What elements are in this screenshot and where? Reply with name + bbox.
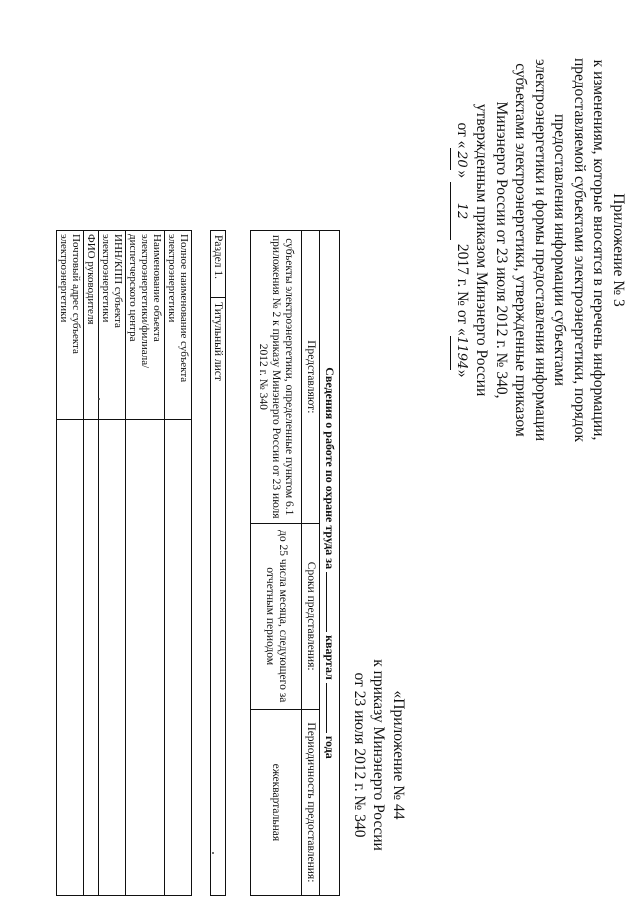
scan-speck xyxy=(212,852,214,854)
table-row-value[interactable] xyxy=(99,420,126,896)
frequency-value: ежеквартальная xyxy=(251,709,302,895)
submitters-value: субъекты электроэнергетики, определенные пунктом 6.1 приложения № 2 к приказу Минэнерго России от 23 июля 2012 г. № 340 xyxy=(251,231,302,524)
table-row-label: ИНН/КПП субъекта электроэнергетики xyxy=(99,231,126,420)
appendix-header xyxy=(451,15,629,485)
table-row-label: ФИО руководителя xyxy=(84,231,99,420)
section-name: Титульный лист xyxy=(211,298,226,896)
section-table xyxy=(210,230,226,896)
col-header-deadline: Сроки представления: xyxy=(302,523,320,709)
order-date-line: от «20» 12 2017 г. № от «1194» xyxy=(451,15,473,485)
date-month: 12 xyxy=(451,182,472,240)
header-line: субъектами электроэнергетики, утвержденные приказом xyxy=(512,63,530,437)
deadline-value: до 25 числа месяца, следующего за отчетным периодом xyxy=(251,523,302,709)
header-line: к изменениям, которые вносятся в перечень информации, xyxy=(590,59,608,441)
annex-line: к приказу Минэнерго России xyxy=(370,659,388,851)
table-row-value[interactable] xyxy=(84,420,99,896)
table-row-value[interactable] xyxy=(126,420,165,896)
header-line: утвержденным приказом Минэнерго России xyxy=(473,103,491,397)
scan-speck xyxy=(98,398,100,400)
annex-block xyxy=(350,640,409,870)
quarter-blank xyxy=(326,572,327,632)
title-sheet-table xyxy=(56,230,192,896)
table-row-label: Наименование объекта электроэнергетики/филиала/диспетчерского центра xyxy=(126,231,165,420)
date-day: 20 xyxy=(451,148,472,170)
table-row-label: Полное наименование субъекта электроэнергетики xyxy=(165,231,192,420)
form-title: Сведения о работе по охране труда за квартал года xyxy=(320,231,340,896)
header-line: Минэнерго России от 23 июля 2012 г. № 340, xyxy=(493,101,510,399)
order-number: 1194 xyxy=(451,336,472,370)
section-label: Раздел 1. xyxy=(211,231,226,298)
appendix-number: Приложение № 3 xyxy=(610,193,627,307)
col-header-frequency: Периодичность предоставления: xyxy=(302,709,320,895)
table-row-value[interactable] xyxy=(165,420,192,896)
annex-line: от 23 июля 2012 г. № 340 xyxy=(351,672,368,838)
col-header-submitters: Представляют: xyxy=(302,231,320,524)
header-line: предоставления информации субъектами xyxy=(551,114,569,386)
header-line: электроэнергетики и формы предоставления информации xyxy=(532,58,549,442)
table-row-value[interactable] xyxy=(57,420,84,896)
header-line: предоставляемой субъектами электроэнергетики, порядок xyxy=(571,57,588,443)
form-header-table xyxy=(250,230,340,896)
annex-title: «Приложение № 44 xyxy=(390,690,407,820)
table-row-label: Почтовый адрес субъекта электроэнергетики xyxy=(57,231,84,420)
year-blank xyxy=(326,683,327,733)
